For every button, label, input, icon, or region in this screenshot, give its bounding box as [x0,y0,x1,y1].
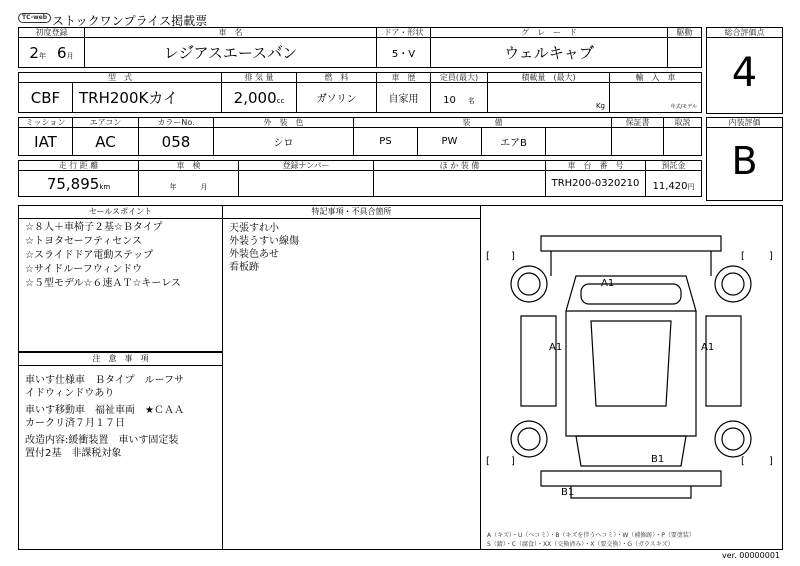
overall-score-label: 総合評価点 [707,28,782,38]
overall-score: 4 [731,50,758,96]
list-item: ☆トヨタセーフティセンス [25,236,142,247]
displacement-value: 2,000cc [222,83,297,113]
other-equip-label: ほ か 装 備 [374,161,546,171]
fuel-value: ガ゙ソリン [297,83,377,113]
bracket: ] [769,456,773,467]
plate-value [239,171,374,197]
inspection-value: 年 月 [139,171,239,197]
mileage-value: 75,895km [19,171,139,197]
aircon-label: エアコン [73,118,139,128]
special-notes-list [223,219,480,276]
list-item: ☆８人＋車椅子２基☆Ｂタイプ [25,222,163,233]
list-item: 天張すれ小 [229,223,279,234]
color-no-value: 058 [139,128,214,156]
damage-diagram-box [480,205,783,550]
door-label: ドア・形状 [377,28,431,38]
load-value: Kg [488,83,610,113]
equipment-3: エアB [482,128,546,156]
plate-label: 登録ナンバー [239,161,374,171]
note-line: カークリ済７月１７日 [25,418,125,429]
bracket: [ [486,251,490,262]
usage-label: 車 歴 [377,73,431,83]
exterior-label: 外 装 色 [214,118,354,128]
displacement-label: 排 気 量 [222,73,297,83]
grade-label: グ レ ー ド [431,28,668,38]
note-line: イドウィンドウあり [25,388,115,399]
deposit-label: 預託金 [646,161,702,171]
model-label: 型 式 [19,73,222,83]
row3-table [18,117,702,156]
list-item: 看板跡 [229,262,259,273]
interior-score-label: 内装評価 [707,118,782,128]
car-name-label: 車 名 [85,28,377,38]
aircon-value: AC [73,128,139,156]
capacity-label: 定員(最大) [431,73,488,83]
equipment-label: 装 備 [354,118,612,128]
notes-list [19,366,222,462]
equipment-4 [546,128,612,156]
first-reg-value: 2年 6月 [19,38,85,68]
manual-value [664,128,702,156]
row1-table [18,27,702,68]
damage-mark: A1 [701,342,715,353]
mileage-label: 走 行 距 離 [19,161,139,171]
interior-score: B [731,139,758,183]
special-notes-box [222,205,481,550]
door-value: 5・V [377,38,431,68]
load-label: 積載量 (最大) [488,73,610,83]
page-title: ストックワンプライス掲載票 [52,14,208,28]
note-line: 改造内容:緩衝装置 車いす固定装 [25,435,179,446]
list-item: ☆サイドルーフウィンドウ [25,264,143,275]
sales-points-box [18,205,223,352]
mission-value: IAT [19,128,73,156]
notes-label: 注 意 事 項 [19,353,222,366]
drive-label: 駆動 [668,28,702,38]
bracket: [ [741,251,745,262]
equipment-2: PW [418,128,482,156]
exterior-value: シロ [214,128,354,156]
version-label: ver. 00000001 [721,551,780,560]
warranty-value [612,128,664,156]
drive-value [668,38,702,68]
list-item: ☆スライドドア電動ステップ [25,250,154,261]
car-name-value: レジ゙アスエースバ゙ン [85,38,377,68]
mission-label: ミッション [19,118,73,128]
deposit-value: 11,420円 [646,171,702,197]
damage-mark: A1 [601,278,615,289]
bracket: [ [486,456,490,467]
list-item: 外装色あせ [229,249,279,260]
warranty-label: 保証書 [612,118,664,128]
legend-line-1: A（キズ）・U（ヘコミ）・B（キズを伴うヘコミ）・W（補修跡）・P（要塗装） [487,532,695,539]
color-no-label: カラーNo. [139,118,214,128]
note-line: 置付2基 非課税対象 [25,448,122,459]
overall-score-box [706,27,783,114]
import-label: 輸 入 車 [610,73,702,83]
notes-box [18,352,223,550]
damage-mark: B1 [651,454,665,465]
list-item: ☆５型モデル☆６速ＡＴ☆キーレス [25,278,181,289]
bracket: ] [769,251,773,262]
special-notes-label: 特記事項・不具合箇所 [223,206,480,219]
bracket: ] [511,251,515,262]
inspection-label: 車 検 [139,161,239,171]
damage-mark: A1 [549,342,563,353]
list-item: 外装うすい線傷 [229,236,299,247]
first-reg-label: 初度登録 [19,28,85,38]
usage-value: 自家用 [377,83,431,113]
damage-mark: B1 [561,487,575,498]
manual-label: 取説 [664,118,702,128]
row2-table [18,72,702,113]
import-value: 年式/モデル [610,83,702,113]
model-prefix: CBF [19,83,73,113]
bracket: ] [511,456,515,467]
chassis-value: TRH200-0320210 [546,171,646,197]
other-equip-value [374,171,546,197]
interior-score-box [706,117,783,201]
equipment-1: PS [354,128,418,156]
car-diagram [481,206,782,549]
note-line: 車いす仕様車 Ｂタイプ ルーフサ [25,375,184,386]
logo: TC-web [18,13,51,23]
grade-value: ウェルキャブ゙ [431,38,668,68]
chassis-label: 車 台 番 号 [546,161,646,171]
model-value: TRH200Kカイ [73,83,222,113]
sales-points-label: セールスポイント [19,206,222,219]
note-line: 車いす移動車 福祉車両 ★ＣＡＡ [25,405,184,416]
sales-points-list [19,219,222,293]
capacity-value: 10 名 [431,83,488,113]
row4-table [18,160,702,197]
legend-line-2: S（錆）・C（腐食）・XX（交換済み）・X（要交換）・G（ガラスキズ） [487,541,674,548]
fuel-label: 燃 料 [297,73,377,83]
bracket: [ [741,456,745,467]
